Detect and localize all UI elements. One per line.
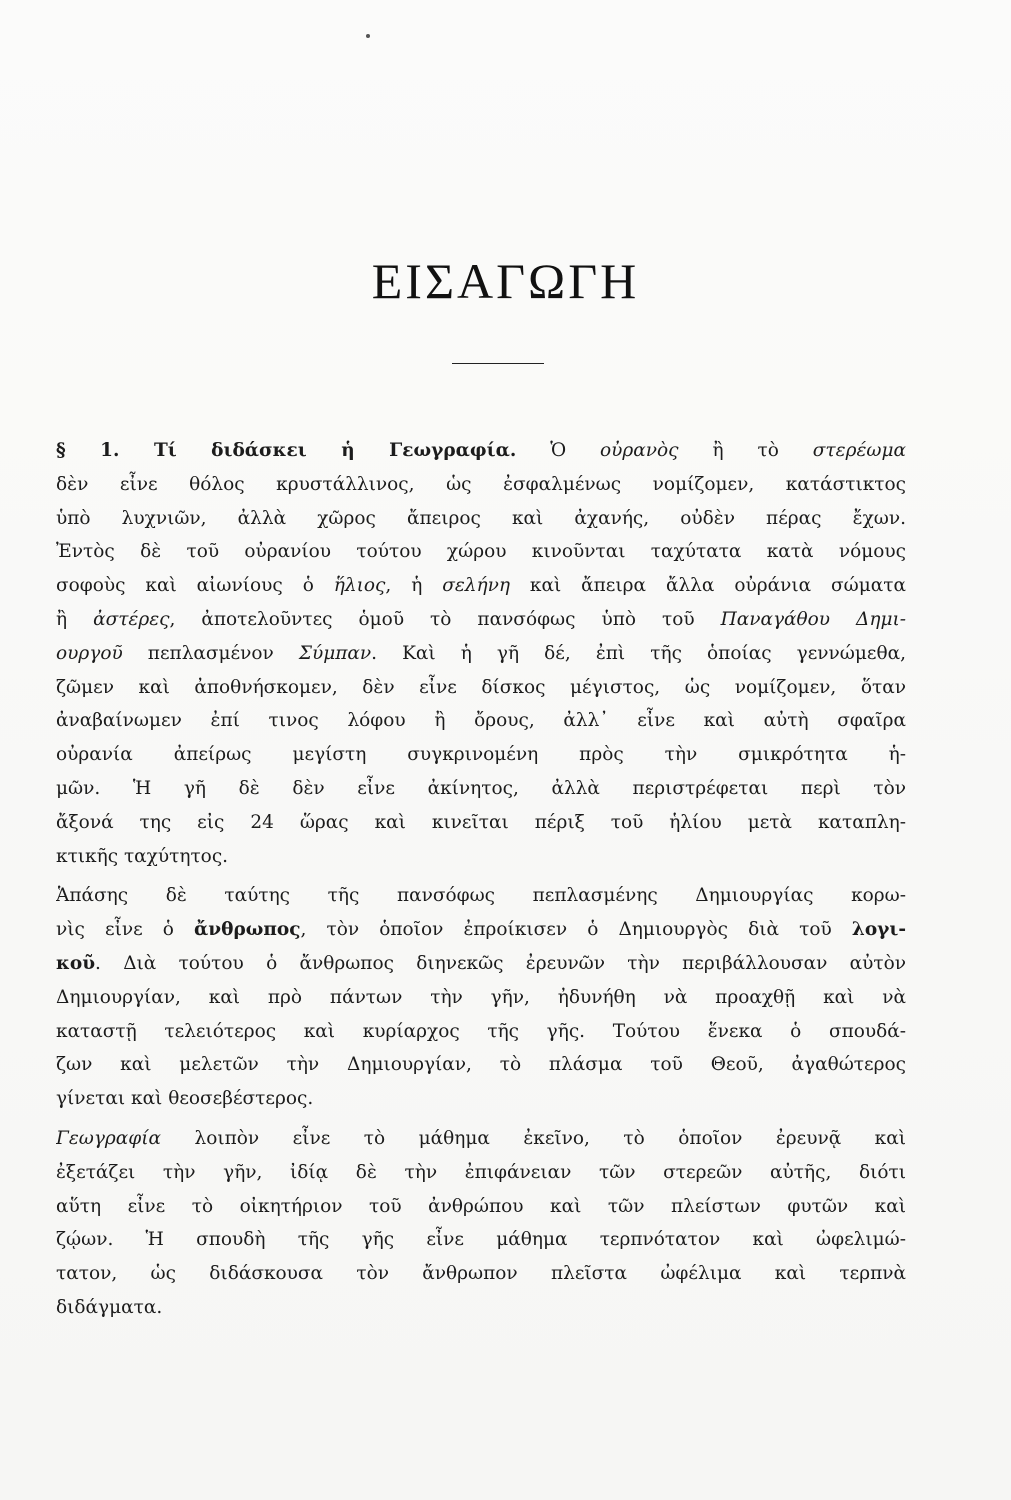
- text-run: νὶς εἶνε ὁ: [56, 919, 195, 941]
- text-run: πεπλασμένον: [122, 642, 299, 664]
- text-run: . Διὰ τούτου ὁ ἄνθρωπος διηνεκῶς ἐρευνῶν τὴν περιβάλλουσαν αὐτὸν: [95, 952, 906, 974]
- text-run: ἐξετάζει τὴν γῆν, ἰδίᾳ δὲ τὴν ἐπιφάνειαν τῶν στερεῶν αὐτῆς, διότι: [56, 1161, 906, 1183]
- text-run: διδάγματα.: [56, 1296, 163, 1318]
- text-line: [56, 738, 906, 772]
- text-line: [56, 468, 906, 502]
- body-text: [56, 434, 906, 1325]
- text-line: [56, 637, 906, 671]
- text-run: Ὁ: [516, 440, 601, 461]
- text-line: [56, 840, 906, 874]
- text-run: Ἁπάσης δὲ ταύτης τῆς πανσόφως πεπλασμένης Δημιουργίας κορω-: [56, 885, 906, 907]
- text-run: στερέωμα: [812, 440, 906, 461]
- text-run: Παναγάθου Δημι-: [720, 608, 906, 630]
- text-run: ἄνθρωπος: [194, 919, 301, 941]
- text-line: [56, 806, 906, 840]
- text-line: [56, 1257, 906, 1291]
- text-line: [56, 981, 906, 1015]
- text-run: οὐρανία ἀπείρως μεγίστη συγκρινομένη πρὸς τὴν σμικρότητα ἡ-: [56, 744, 906, 766]
- text-run: σελήνη: [442, 575, 510, 597]
- text-line: [56, 434, 906, 468]
- text-run: ζων καὶ μελετῶν τὴν Δημιουργίαν, τὸ πλάσμα τοῦ Θεοῦ, ἀγαθώτερος: [56, 1054, 906, 1076]
- text-line: [56, 772, 906, 806]
- text-line: [56, 704, 906, 738]
- text-run: ζῴων. Ἡ σπουδὴ τῆς γῆς εἶνε μάθημα τερπνότατον καὶ ὠφελιμώ-: [56, 1229, 906, 1251]
- text-run: λοιπὸν εἶνε τὸ μάθημα ἐκεῖνο, τὸ ὁποῖον ἐρευνᾷ καὶ: [160, 1127, 906, 1149]
- text-line: [56, 603, 906, 637]
- text-run: Δημιουργίαν, καὶ πρὸ πάντων τὴν γῆν, ἠδυνήθη νὰ προαχθῇ καὶ νὰ: [56, 986, 906, 1008]
- text-run: ὑπὸ λυχνιῶν, ἀλλὰ χῶρος ἄπειρος καὶ ἀχανής, οὐδὲν πέρας ἔχων.: [56, 507, 906, 529]
- text-line: [56, 1190, 906, 1224]
- text-line: [56, 1015, 906, 1049]
- text-run: ἀστέρες: [93, 608, 170, 630]
- text-run: . Καὶ ἡ γῆ δέ, ἐπὶ τῆς ὁποίας γεννώμεθα,: [371, 642, 906, 664]
- text-run: ἥλιος: [333, 575, 386, 597]
- text-run: κτικῆς ταχύτητος.: [56, 845, 229, 867]
- text-run: Ἐντὸς δὲ τοῦ οὐρανίου τούτου χώρου κινοῦνται ταχύτατα κατὰ νόμους: [56, 541, 906, 563]
- print-speck: [366, 34, 370, 38]
- text-run: δὲν εἶνε θόλος κρυστάλλινος, ὡς ἐσφαλμένως νομίζομεν, κατάστικτος: [56, 473, 906, 495]
- text-line: [56, 1223, 906, 1257]
- chapter-title: ΕΙΣΑΓΩΓΗ: [371, 253, 640, 309]
- paragraph: [56, 434, 906, 873]
- text-run: γίνεται καὶ θεοσεβέστερος.: [56, 1088, 314, 1110]
- paragraph: [56, 879, 906, 1116]
- text-line: [56, 913, 906, 947]
- section-heading: § 1. Τί διδάσκει ἡ Γεωγραφία.: [56, 440, 517, 461]
- text-run: Γεωγραφία: [56, 1127, 161, 1149]
- text-run: , ἀποτελοῦντες ὁμοῦ τὸ πανσόφως ὑπὸ τοῦ: [169, 608, 721, 630]
- text-run: , τὸν ὁποῖον ἐπροίκισεν ὁ Δημιουργὸς διὰ τοῦ: [300, 919, 852, 941]
- text-line: [56, 535, 906, 569]
- text-run: ουργοῦ: [56, 642, 123, 664]
- text-run: , ἡ: [385, 575, 443, 597]
- text-run: σοφοὺς καὶ αἰωνίους ὁ: [56, 575, 334, 597]
- text-line: [56, 671, 906, 705]
- text-run: μῶν. Ἡ γῆ δὲ δὲν εἶνε ἀκίνητος, ἀλλὰ περιστρέφεται περὶ τὸν: [56, 777, 906, 799]
- text-line: [56, 947, 906, 981]
- text-run: αὕτη εἶνε τὸ οἰκητήριον τοῦ ἀνθρώπου καὶ τῶν πλείστων φυτῶν καὶ: [56, 1195, 906, 1217]
- text-run: καὶ ἄπειρα ἄλλα οὐράνια σώματα: [509, 575, 906, 597]
- text-run: ἢ τὸ: [678, 440, 813, 461]
- text-line: [56, 879, 906, 913]
- text-run: οὐρανὸς: [600, 440, 679, 461]
- text-line: [56, 502, 906, 536]
- text-line: [56, 1122, 906, 1156]
- text-run: ἢ: [56, 608, 94, 630]
- text-line: [56, 569, 906, 603]
- paragraph: [56, 1122, 906, 1325]
- text-run: ζῶμεν καὶ ἀποθνήσκομεν, δὲν εἶνε δίσκος μέγιστος, ὡς νομίζομεν, ὅταν: [56, 676, 906, 698]
- text-line: [56, 1291, 906, 1325]
- text-line: [56, 1082, 906, 1116]
- text-run: καταστῇ τελειότερος καὶ κυρίαρχος τῆς γῆς. Τούτου ἕνεκα ὁ σπουδά-: [56, 1020, 906, 1042]
- text-run: τατον, ὡς διδάσκουσα τὸν ἄνθρωπον πλεῖστα ὠφέλιμα καὶ τερπνὰ: [56, 1263, 906, 1285]
- text-run: κοῦ: [56, 952, 96, 974]
- text-run: ἄξονά της εἰς 24 ὥρας καὶ κινεῖται πέριξ τοῦ ἡλίου μετὰ καταπλη-: [56, 811, 906, 833]
- text-line: [56, 1156, 906, 1190]
- title-rule: [452, 363, 544, 364]
- text-line: [56, 1048, 906, 1082]
- text-run: ἀναβαίνωμεν ἐπί τινος λόφου ἢ ὄρους, ἀλλ᾿ εἶνε καὶ αὐτὴ σφαῖρα: [56, 710, 906, 732]
- text-run: λογι-: [851, 919, 906, 941]
- text-run: Σύμπαν: [298, 642, 372, 664]
